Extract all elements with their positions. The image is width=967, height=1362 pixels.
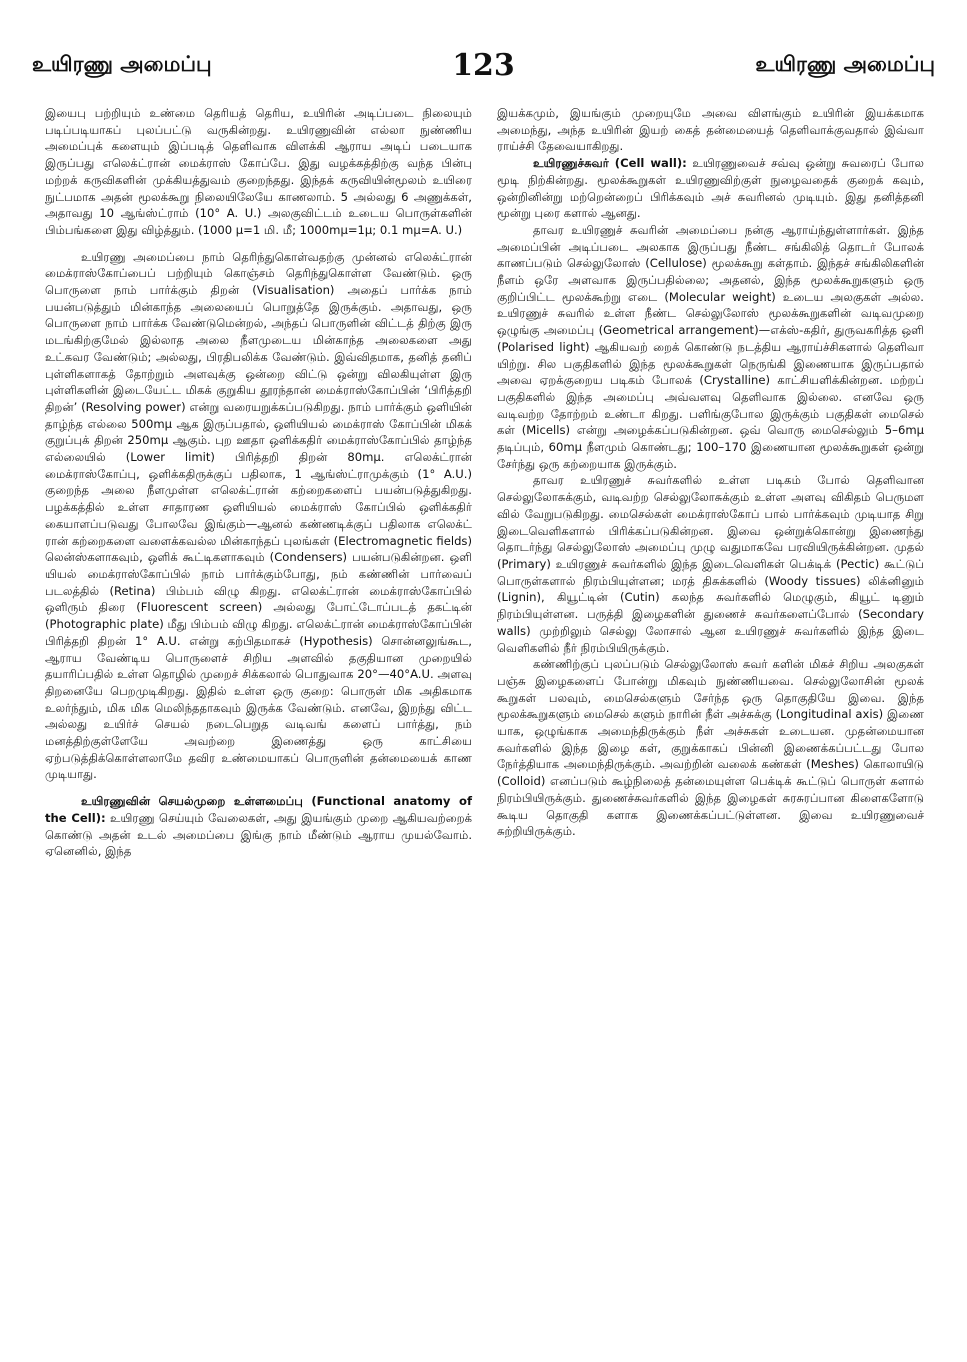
right-paragraph-5: கண்ணிற்குப் புலப்படும் செல்லுலோஸ் சுவர் களின் மிகச் சிறிய அலகுகள் பஞ்சு இழைகளைப் போன்று மிகவும் நுண்ணியவை. செல்லுலோசின் மூலக் கூறுகள் பலவும், மைசெல்களும் சேர்ந்த ஒரு தொகுதியே இவை. இந்த மூலக்கூறுகளும் மைசெல் களும் நாரின் நீள் அச்சுக்கு (Longitudinal axis) இணை யாக, ஒழுங்காக அமைந்திருக்கும் நீள் அச்சுகள் உடையன. முதன்மையான சுவர்களில் இந்த இழை கள், குறுக்காகப் பின்னி இணைக்கப்பட்டது போல நேர்த்தியாக அமைந்திருக்கும். அவற்றின் வலைக் கண்கள் (Meshes) கொலாயிடு (Colloid) எனப்படும் கூழ்நிலைத் தன்மையுள்ள பெக்டிக் கூட்டுப் பொருள் களால் நிரம்பியிருக்கும். துணைச்சுவர்களில் இந்த இழைகள் சுரசுரப்பான கிளைகளோடு கூடிய தொகுதி களாக இணைக்கப்பட்டுள்ளன. இவை உயிரணுவைச் சுற்றியிருக்கும்.: [497, 657, 924, 839]
left-paragraph-3: [45, 793, 472, 860]
left-paragraph-3-text: உயிரணு செய்யும் வேலைகள், அது இயங்கும் முறை ஆகியவற்றைக் கொண்டு அதன் உடல் அமைப்பை இங்கு நாம் மீண்டும் ஆராய முயல்வோம். ஏனெனில், இந்த: [45, 810, 473, 859]
right-paragraph-2-text: உயிரணுவைச் சவ்வு ஒன்று சுவரைப் போல மூடி நிற்கின்றது. மூலக்கூறுகள் உயிரணுவிற்குள் நுழைவதைக் குறைக் கவும், ஒன்றினின்று மற்றென்றைப் பிரிக்கவும் அச் சுவரினல் முடியும். இது தனித்தனி மூன்று புரை களால் ஆனது.: [497, 156, 924, 221]
right-paragraph-4: தாவர உயிரணுச் சுவர்களில் உள்ள படிகம் போல் தெளிவான செல்லுலோசுக்கும், வடிவற்ற செல்லுலோசுக்கும் உள்ள அளவு விகிதம் பெருமள வில் வேறுபடுகிறது. மைசெல்கள் மைக்ராஸ்கோப் பால் பார்க்கவும் முடியாத சிறு இடைவெளிகளால் பிரிக்கப்படுகின்றன. இவை ஒன்றுக்கொன்று இணைந்து தொடர்ந்து செல்லுலோஸ் அமைப்பு முழு வதுமாகவே பரவியிருக்கின்றன. முதல் (Primary) உயிரணுச் சுவர்களில் இந்த இடைவெளிகள் பெக்டிக் (Pectic) கூட்டுப் பொருள்களால் நிரம்பியுள்ளன; மரத் திசுக்களில் (Woody tissues) லிக்னினும் (Lignin), கியூட்டின் (Cutin) கலந்த சுவர்களில் மெழுகும், கியூட் டினும் நிரம்பியுள்ளன. பருத்தி இழைகளின் துணைச் சுவர்களைப்போல் (Secondary walls) முற்றிலும் செல்லு லோசால் ஆன உயிரணுச் சுவர்களில் இந்த இடை வெளிகளில் நீர் நிரம்பியிருக்கும்.: [497, 473, 924, 655]
running-head-right: உயிரணு அமைப்பு: [755, 52, 935, 76]
right-paragraph-3: தாவர உயிரணுச் சுவரின் அமைப்பை நன்கு ஆராய்ந்துள்ளார்கள். இந்த அமைப்பின் அடிப்படை அலகாக இருப்பது நீண்ட சங்கிலித் தொடர் போலக் காணப்படும் செல்லுலோஸ் (Cellulose) மூலக்கூறு கள்தாம். இந்தச் சங்கிலிகளின் நீளம் ஒரே அளவாக இருப்பதில்லை; அதனல், இந்த மூலக்கூறுகளும் ஒரு குறிப்பிட்ட மூலக்கூற்று எடை (Molecular weight) உடைய அலகுகள் அல்ல. உயிரணுச் சுவரில் உள்ள நீண்ட செல்லுலோஸ் மூலக்கூறுகளின் வடிவமுறை ஒழுங்கு அமைப்பு (Geometrical arrangement)—எக்ஸ்-கதிர், துருவகரித்த ஒளி (Polarised light) ஆகியவற் றைக் கொண்டு நடத்திய ஆராய்ச்சிகளால் தெளிவா யிற்று. சில பகுதிகளில் இந்த மூலக்கூறுகள் நெருங்கி இணையாக இருப்பதால் அவை ஏறக்குறைய படிகம் போலக் (Crystalline) காட்சியளிக்கின்றன. மற்றப் பகுதிகளில் இந்த அமைப்பு அவ்வளவு தெளிவாக இல்லை. எனவே ஒரு வடிவற்ற தோற்றம் உண்டா கிறது. பளிங்குபோல இருக்கும் பகுதிகள் மைசெல் கள் (Micells) என்று அழைக்கப்படுகின்றன. ஒவ் வொரு மைசெல்லும் 5–6mμ தடிப்பும், 60mμ நீளமும் கொண்டது; 100–170 இணையான மூலக்கூறுகள் ஒன்று சேர்ந்து ஒரு கற்றையாக இருக்கும்.: [497, 222, 924, 471]
section-heading-functional-anatomy: உயிரணுவின் செயல்முறை உள்ளமைப்பு (Functional anatomy of the Cell):: [45, 794, 472, 825]
page-header: [32, 48, 935, 92]
left-paragraph-1: இயைபு பற்றியும் உண்மை தெரியத் தெரிய, உயிரின் அடிப்படை நிலையும் படிப்படியாகப் புலப்பட்டு வருகின்றது. உயிரணுவின் எல்லா நுண்ணிய அமைப்புக் களையும் இப்படித் தெளிவாக விளக்கி ஆராய அடிப் படையாக இருப்பது எலெக்ட்ரான் மைக்ராஸ் கோப்பே. இது வழக்கத்திற்கு வந்த பின்பு மற்றக் கருவிகளின் முக்கியத்துவம் குறைந்தது. இந்தக் கருவியின்மூலம் உயிரை நுட்பமாக அதன் மூலக்கூறு நிலையிலேயே காணலாம். 5 அல்லது 6 அணுக்கள், அதாவது 10 ஆங்ஸ்ட்ராம் (10° A. U.) அலகுவிட்டம் உடைய பொருள்களின் பிம்பங்களை இது விழ்த்தும். (1000 μ=1 மி. மீ; 1000mμ=1μ; 0.1 mμ=A. U.): [45, 106, 472, 237]
page-number: 123: [452, 48, 515, 83]
right-column: [497, 105, 924, 840]
right-paragraph-1: இயக்கமும், இயங்கும் முறையுமே அவை விளங்கும் உயிரின் இயக்கமாக அமைந்து, அந்த உயிரின் இயற் கைத் தன்மையைத் தெளிவாக்குவதால் இவ்வா ராய்ச்சி தேவையாகிறது.: [497, 106, 924, 154]
section-heading-cell-wall: உயிரணுச்சுவர் (Cell wall):: [533, 156, 687, 171]
running-head-left: உயிரணு அமைப்பு: [32, 52, 212, 76]
right-paragraph-2: [497, 155, 924, 222]
left-column: [45, 105, 472, 860]
left-paragraph-2: உயிரணு அமைப்பை நாம் தெரிந்துகொள்வதற்கு முன்னல் எலெக்ட்ரான் மைக்ராஸ்கோப்பைப் பற்றியும் கொஞ்சம் தெரிந்துகொள்ள வேண்டும். ஒரு பொருளை நாம் பார்க்கும் திறன் (Visualisation) அதைப் பார்க்க நாம் பயன்படுத்தும் மின்காந்த அலையைப் பொறுத்தே இருக்கும். அதாவது, ஒரு பொருளை நாம் பார்க்க வேண்டுமென்றல், அந்தப் பொருளின் விட்டத் திற்கு இரு மடங்கிற்குமேல் இல்லாத அலை நீளமுடைய மின்காந்த அலைகளை அது உட்கவர வேண்டும்; அல்லது, பிரதிபலிக்க வேண்டும். இவ்விதமாக, தனித் தனிப் புள்ளிகளாகத் தோற்றும் அளவுக்கு ஒன்றை விட்டு ஒன்று விலகியுள்ள இரு புள்ளிகளின் இடையேட்ட மிகக் குறுகிய தூரந்தான் மைக்ராஸ்கோப்பின் ‘பிரித்தறி திறன்’ (Resolving power) என்று வரையறுக்கப்படுகிறது. நாம் பார்க்கும் ஒளியின் தாழ்ந்த எல்லை 500mμ ஆக இருப்பதால், ஒளியியல் மைக்ராஸ் கோப்பின் மிகக் குறுப்புக் திறன் 250mμ ஆகும். புற ஊதா ஒளிக்கதிர் மைக்ராஸ்கோப்பில் தாழ்ந்த எல்லையில் (Lower limit) பிரித்தறி திறன் 80mμ. எலெக்ட்ரான் மைக்ராஸ்கோப்பு, ஒளிக்கதிருக்குப் பதிலாக, 1 ஆங்ஸ்ட்ராமுக்கும் (1° A.U.) குறைந்த அலை நீளமுள்ள எலெக்ட்ரான் கற்றைகளைப் பயன்படுத்துகிறது. பழக்கத்தில் உள்ள சாதாரண ஒளியியல் மைக்ராஸ் கோப்பில் ஒளிக்கதிர் கையாளப்படுவது போலவே இங்கும்—ஆனல் கண்ணடிக்குப் பதிலாக எலெக்ட் ரான் கற்றைகளை வளைக்கவல்ல மின்காந்தப் புலங்கள் (Electromagnetic fields) லென்ஸ்களாகவும், ஒளிக் கூட்டிகளாகவும் (Condensers) பயன்படுகின்றன. ஒளி யியல் மைக்ராஸ்கோப்பில் நாம் பார்க்கும்போது, நம் கண்ணின் பார்வைப் படலத்தில் (Retina) பிம்பம் விழு கிறது. எலெக்ட்ரான் மைக்ராஸ்கோப்பில் ஒளிரும் திரை (Fluorescent screen) அல்லது போட்டோப்படத் தகட்டின் (Photographic plate) மீது பிம்பம் விழு கிறது. எலெக்ட்ரான் மைக்ராஸ்கோப்பின் பிரித்தறி திறன் 1° A.U. என்று கற்பிதமாகச் (Hypothesis) சொன்னலுங்கூட, ஆராய வேண்டிய பொருளைச் சிறிய அளவில் தகுதியான முறையில் தயாரிப்பதில் உள்ள தொழில் முறைச் சிக்கலால் பொதுவாக 20°—40°A.U. அளவு திறனையே பெறமுடிகிறது. இதில் உள்ள ஒரு குறை: பொருள் மிக அதிகமாக உலர்ந்தும், மிக மிக மெலிந்ததாகவும் இருக்க வேண்டும். எனவே, இறந்து விட்ட அல்லது உயிர்ச் செயல் நடைபெறுத வடிவங் களைப் பார்த்து, நம் மனத்திற்குள்ளேயே அவற்றை இணைத்து ஒரு காட்சியை ஏற்படுத்திக்கொள்ளலாமே தவிர உண்மையாகப் பொருளின் தன்மையைக் காண முடியாது.: [45, 249, 472, 782]
